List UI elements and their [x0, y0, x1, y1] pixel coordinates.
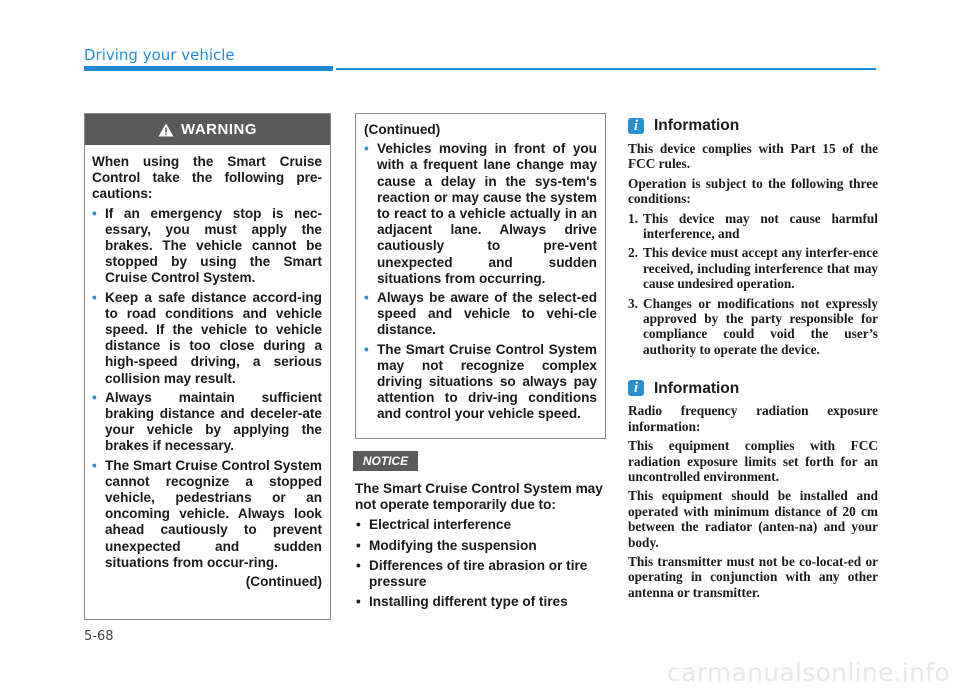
- warning-item: • The Smart Cruise Control System cannot recognize a stopped vehicle, pedestrians or an oncoming vehicle. Always look ahead cautiously to prevent unexpected and sudden situations from occur-ring.: [92, 457, 322, 570]
- page-number: 5-68: [84, 629, 114, 644]
- notice-item: • Installing different type of tires: [356, 594, 568, 610]
- info-paragraph: This equipment complies with FCC radiation exposure limits set forth for an uncontrolled environment.: [628, 438, 878, 484]
- watermark: carmanualsonline.info: [667, 658, 950, 687]
- info-list-item: 3. Changes or modifications not expressly approved by the party responsible for compliance could void the user’s authority to operate the device.: [628, 295, 878, 357]
- info-icon: i: [628, 118, 644, 134]
- warning-triangle-icon: [158, 123, 174, 137]
- information-title: Information: [654, 117, 740, 135]
- header-rule-thick: [84, 66, 333, 71]
- info-paragraph: Radio frequency radiation exposure information:: [628, 403, 878, 434]
- warning-box: [84, 113, 331, 620]
- information-title: Information: [654, 379, 740, 397]
- info-paragraph: Operation is subject to the following three conditions:: [628, 175, 878, 207]
- warning-header: [85, 114, 330, 145]
- information-column: [628, 115, 878, 604]
- info-list-item: 2. This device must accept any interfer-ence received, including interference that may cause undesired operation.: [628, 245, 878, 292]
- notice-item: • Modifying the suspension: [356, 537, 537, 553]
- notice-badge: NOTICE: [353, 451, 418, 471]
- info-paragraph: This transmitter must not be co-locat-ed or operating in conjunction with any other antenna or transmitter.: [628, 553, 878, 600]
- continued-item: • Always be aware of the select-ed speed and vehicle to vehi-cle distance.: [364, 290, 597, 338]
- continued-label: (Continued): [364, 122, 441, 137]
- information-header: [628, 115, 878, 137]
- notice-intro: The Smart Cruise Control System may not operate temporarily due to:: [355, 481, 603, 513]
- warning-item: • If an emergency stop is nec-essary, you must apply the brakes. The vehicle cannot be stopped by using the Smart Cruise Control System.: [92, 205, 322, 286]
- warning-continued: (Continued): [245, 574, 322, 590]
- continued-box: [355, 113, 606, 439]
- warning-item: • Always maintain sufficient braking distance and deceler-ate your vehicle by applying the brakes if necessary.: [92, 389, 322, 454]
- header-rule-thin: [336, 68, 876, 70]
- warning-intro: When using the Smart Cruise Control take the following pre-cautions:: [92, 154, 322, 202]
- continued-item: • The Smart Cruise Control System may not recognize complex driving situations so always pay attention to driv-ing conditions and control your vehicle speed.: [364, 341, 597, 422]
- notice-item: • Electrical interference: [356, 517, 512, 533]
- info-paragraph: This device complies with Part 15 of the FCC rules.: [628, 141, 878, 172]
- warning-label: WARNING: [181, 121, 257, 138]
- information-header: [628, 377, 878, 399]
- warning-item: • Keep a safe distance accord-ing to road conditions and vehicle speed. If the vehicle to vehicle distance is too close during a high-speed driving, a serious collision may result.: [92, 289, 322, 386]
- continued-item: • Vehicles moving in front of you with a frequent lane change may cause a delay in the sys-tem's reaction or may cause the system to react to a vehicle actually in an adjacent lane. Always drive cautiously to pre-vent unexpected and sudden situations from occurring.: [364, 141, 597, 286]
- notice-item: • Differences of tire abrasion or tire pressure: [356, 557, 588, 590]
- info-icon: i: [628, 380, 644, 396]
- notice-content: [355, 481, 606, 614]
- section-title: Driving your vehicle: [84, 46, 235, 64]
- info-list-item: 1. This device may not cause harmful interference, and: [628, 210, 878, 242]
- info-paragraph: This equipment should be installed and operated with minimum distance of 20 cm between the radiator (anten-na) and your body.: [628, 488, 878, 550]
